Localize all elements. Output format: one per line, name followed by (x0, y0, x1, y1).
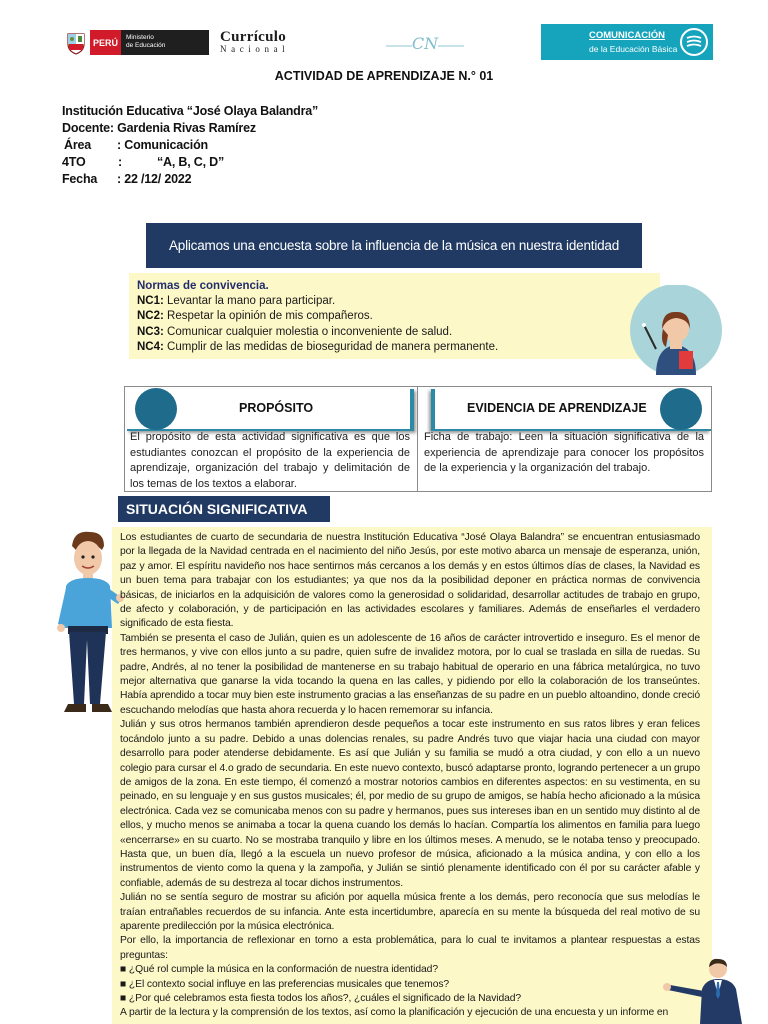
situacion-closing: A partir de la lectura y la comprensión de los textos, así como la planificación y ejecución de una encuesta y un informe en (120, 1007, 669, 1019)
ministry-line1: Ministerio (126, 34, 154, 41)
ministry-logo (121, 30, 209, 55)
comunicacion-logo (541, 24, 713, 60)
norma-item: NC3: Comunicar cualquier molestia o inconveniente de salud. (137, 326, 453, 338)
fecha-label: Fecha (62, 172, 98, 186)
activity-title: ACTIVIDAD DE APRENDIZAJE N.° 01 (274, 69, 494, 83)
area-label: Área (64, 138, 91, 152)
grado-value: “A, B, C, D” (157, 155, 225, 169)
peru-shield-icon (64, 31, 88, 55)
area-value: : Comunicación (117, 138, 208, 152)
situacion-paragraph: También se presenta el caso de Julián, quien es un adolescente de 16 años de carácter introvertido e inseguro. Es el menor de tres hermanos, y vive con ellos junto a su padre, quien sufre de invalidez motora, por lo cual se traslada en silla de ruedas. Su padre, Andrés, al no tener la posibilidad de mantenerse en su trabajo habitual de operario en una fábrica metalúrgica, no tuvo mejor alternativa que ganarse la vida tocando la quena en las calles, y pidiendo por ello la colaboración de los transeúntes. Había aprendido a tocar muy bien este instrumento gracias a las enseñanzas de su padre en un pueblo altoandino, donde creció escuchando melodías que hasta ahora recuerda y lo hacen rememorar su infancia. (120, 632, 700, 716)
normas-box (129, 273, 660, 359)
evidencia-label: EVIDENCIA DE APRENDIZAJE (467, 401, 647, 415)
activity-banner: Aplicamos una encuesta sobre la influencia de la música en nuestra identidad (146, 223, 642, 268)
grado-label: 4TO (62, 155, 86, 169)
norma-item: NC2: Respetar la opinión de mis compañeros. (137, 310, 373, 322)
institucion-line: Institución Educativa “José Olaya Balandra” (62, 104, 319, 118)
ministry-line2: de Educación (126, 42, 166, 49)
docente-line: Docente: Gardenia Rivas Ramírez (62, 121, 256, 135)
curriculo-logo-text: Currículo (220, 29, 287, 45)
table-divider (417, 386, 418, 492)
normas-title: Normas de convivencia. (137, 280, 269, 292)
situacion-paragraph: Por ello, la importancia de reflexionar en torno a esta problemática, para lo cual te invitamos a plantear respuestas a estas preguntas: (120, 935, 700, 961)
question-item: ■ ¿Por qué celebramos esta fiesta todos los años?, ¿cuáles el significado de la Navidad? (120, 993, 522, 1004)
proposito-text: El propósito de esta actividad significativa es que los estudiantes conozcan el propósito de la experiencia de aprendizaje, organización del trabajo y delimitación de los temas de los textos a elaborar. (130, 431, 410, 490)
grado-separator: : (118, 155, 122, 169)
cn-logo-icon (384, 30, 466, 58)
proposito-circle-icon (135, 388, 177, 430)
proposito-label: PROPÓSITO (239, 401, 314, 415)
situacion-text (120, 531, 700, 1021)
fecha-value: : 22 /12/ 2022 (117, 172, 192, 186)
book-circle-icon (679, 27, 709, 57)
situacion-paragraph: Julián y sus otros hermanos también aprendieron desde pequeños a tocar este instrumento en sus ratos libres y eran felices tocándolo junto a su padre. Debido a unas dolencias renales, su padre Andrés tuvo que viajar hacia una ciudad con mayor desarrollo para poder atenderse debidamente. Es así que Julián y su familia se mudó a otra ciudad, y con ello a un nuevo colegio para cursar el 4.o grado de secundaria. En este nuevo contexto, buscó adaptarse pronto, logrando pertenecer a un grupo de amigos de la zona. En este tiempo, él comenzó a mostrar notorios cambios en diferentes aspectos: en su vestimenta, en su peinado, en su lenguaje y en sus gustos musicales; él, por medio de su grupo de amigos, se había hecho aficionado a la música electrónica. Cada vez se comunicaba menos con su padre y hermanos, pues sus intereses iban en un sentido muy distinto al de ellos, y mucho menos se animaba a tocar la quena cuando los demás lo hacían. Compartía los alimentos en familia para luego «encerrarse» en su cuarto. No se mostraba tranquilo y libre en los últimos meses. A menudo, se le notaba tenso y preocupado. Hasta que, un buen día, llegó a la escuela un nuevo profesor de música, aficionado a la música andina, y con ello a los instrumentos de viento como la quena y la zampoña, y Julián se sintió plenamente identificado con él por su carácter afable y confiable, además de su destreza al tocar dichos instrumentos. (120, 719, 700, 889)
teacher-illustration (626, 285, 726, 375)
businessman-illustration (662, 955, 752, 1024)
comunicacion-title: COMUNICACIÓN (589, 30, 665, 41)
peru-label: PERÚ (90, 30, 121, 55)
cn-logo-text: CN (411, 34, 439, 53)
situacion-title: SITUACIÓN SIGNIFICATIVA (118, 496, 330, 522)
question-item: ■ ¿El contexto social influye en las preferencias musicales que tenemos? (120, 978, 450, 990)
evidencia-circle-icon (660, 388, 702, 430)
nacional-logo-text: Nacional (220, 44, 290, 54)
situacion-paragraph: Julián no se sentía seguro de mostrar su afición por aquella música frente a los demás, pero reconocía que sus melodías le traían entrañables recuerdos de su infancia. Ante esta incertidumbre, aparecía en su mente la búsqueda del real motivo de su aparente predilección por la música electrónica. (120, 892, 700, 932)
question-item: ■ ¿Qué rol cumple la música en la conformación de nuestra identidad? (120, 964, 438, 976)
situacion-paragraph: Los estudiantes de cuarto de secundaria de nuestra Institución Educativa “José Olaya Balandra” se encuentran entusiasmado por la llegada de la Navidad centrada en el nacimiento del niño Jesús, por este motivo abarca un mensaje de esperanza, unión, paz y amor. El espíritu navideño nos hace sentirnos más cercanos a los demás y en estos últimos días de clases, la Navidad es un buen tema para trabajar con los estudiantes; ya que nos da la posibilidad deponer en práctica normas de convivencia básicas, de iniciarlos en la adquisición de valores como la generosidad o solidaridad, desarrollar actitudes de trabajo en grupo, de afecto y colaboración, y de participación en las actividades escolares y familiares. Además de enseñarles el verdadero significado de esta fiesta. (120, 532, 700, 630)
evidencia-text: Ficha de trabajo: Leen la situación significativa de la experiencia de aprendizaje para conocer los propósitos de la experiencia y la organización del trabajo. (424, 431, 704, 474)
student-boy-illustration (52, 528, 124, 718)
norma-item: NC1: Levantar la mano para participar. (137, 295, 336, 307)
comunicacion-subtitle: de la Educación Básica (589, 44, 678, 54)
norma-item: NC4: Cumplir de las medidas de bioseguridad de manera permanente. (137, 341, 499, 353)
